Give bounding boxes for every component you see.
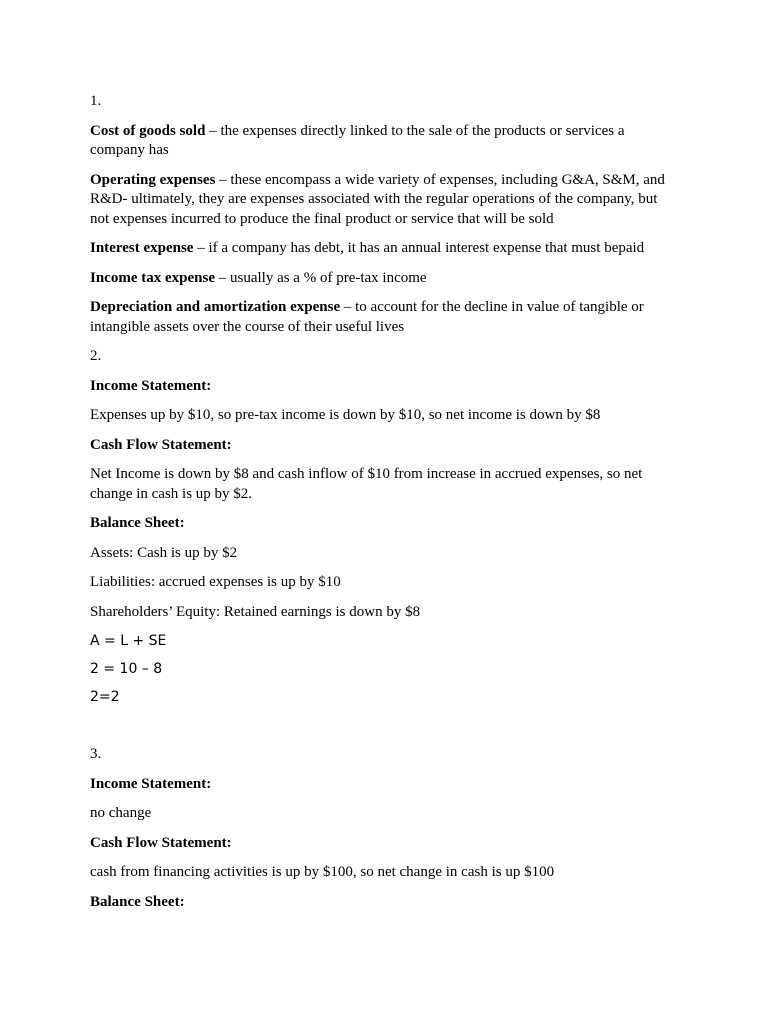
definition-depreciation-amortization [90,298,680,337]
definition-cogs [90,122,680,161]
blank-line [90,716,680,745]
question-number-2: 2. [90,348,102,364]
definition-term: Income tax expense [90,269,215,286]
definition-text: – these encompass a wide variety of expenses, including G&A, S&M, and R&D- ultimately, they are expenses associated with the regular operations of the company, but not expenses incurred to produce the final product or service that will be sold [90,171,665,227]
equation-line: A = L + SE [90,633,167,649]
q2-income-statement-text: Expenses up by $10, so pre-tax income is down by $10, so net income is down by $8 [90,407,601,423]
heading-text: Balance Sheet: [90,893,185,910]
heading-text: Income Statement: [90,377,212,394]
q2-income-statement-heading [90,377,680,397]
heading-text: Income Statement: [90,775,212,792]
heading-text: Balance Sheet: [90,515,185,531]
q3-cash-flow-text: cash from financing activities is up by $100, so net change in cash is up $100 [90,864,555,880]
definition-operating-expenses [90,171,680,230]
definition-term: Cost of goods sold [90,122,206,139]
question-number-1: 1. [90,93,102,109]
definition-term: Operating expenses [90,171,216,188]
definition-term: Depreciation and amortization expense [90,299,341,315]
q3-cash-flow-heading [90,834,680,854]
definition-text: – the expenses directly linked to the sale of the products or services a company has [90,122,625,158]
q2-assets-text: Assets: Cash is up by $2 [90,544,238,561]
question-number-3: 3. [90,746,102,762]
q3-income-statement-heading [90,775,680,795]
q3-income-statement-text: no change [90,805,152,821]
heading-text: Cash Flow Statement: [90,436,232,453]
equation-line: 2 = 10 – 8 [90,661,163,677]
definition-term: Interest expense [90,240,194,256]
definition-text: – if a company has debt, it has an annual interest expense that must bepaid [193,240,645,256]
q2-cash-flow-text: Net Income is down by $8 and cash inflow of $10 from increase in accrued expenses, so net change in cash is up by $2. [90,466,643,502]
q3-balance-sheet-heading [90,893,680,913]
q2-liabilities-text: Liabilities: accrued expenses is up by $10 [90,574,341,590]
definition-text: – usually as a % of pre-tax income [214,269,427,286]
heading-text: Cash Flow Statement: [90,834,232,851]
definition-interest-expense [90,239,680,259]
definition-income-tax-expense [90,269,680,289]
q2-cash-flow-heading [90,436,680,456]
q2-balance-sheet-heading [90,514,680,534]
definition-text: – to account for the decline in value of tangible or intangible assets over the course of their useful lives [90,299,644,335]
equation-line: 2=2 [90,689,120,705]
q2-equity-text: Shareholders’ Equity: Retained earnings is down by $8 [90,603,421,620]
document-page [90,92,680,922]
